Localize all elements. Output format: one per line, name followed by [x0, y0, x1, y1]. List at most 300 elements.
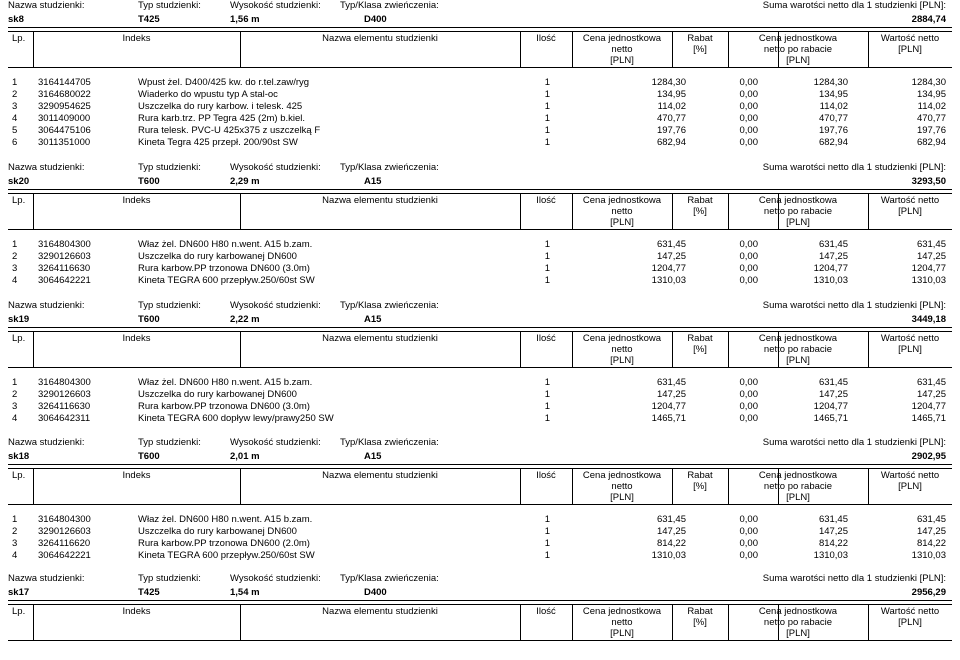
cell-net: 1284,30: [813, 77, 848, 88]
table-row: [8, 89, 952, 101]
cell-name: Kineta Tegra 425 przepł. 200/90st SW: [138, 137, 298, 148]
divider: [8, 229, 952, 230]
cell-unit: 1465,71: [651, 413, 686, 424]
cell-lp: 4: [12, 113, 18, 124]
cell-lp: 4: [12, 550, 18, 561]
cell-val: 814,22: [916, 538, 946, 549]
column-header-net_price: [728, 470, 868, 503]
table-row: [8, 251, 952, 263]
divider: [8, 640, 952, 641]
well-class: D400: [364, 14, 387, 25]
cell-val: 1310,03: [911, 550, 946, 561]
column-header-line: Nazwa elementu studzienki: [322, 195, 438, 206]
cell-index: 3264116620: [38, 538, 91, 549]
column-header-line: Cena jednostkowa: [758, 195, 838, 206]
column-header-line: netto: [611, 44, 633, 55]
cell-val: 147,25: [916, 251, 946, 262]
cell-disc: 0,00: [739, 550, 758, 561]
cell-net: 1204,77: [813, 401, 848, 412]
column-header-line: [PLN]: [610, 217, 634, 228]
column-header-line: Indeks: [122, 606, 151, 617]
column-header-value: [868, 606, 952, 628]
cell-net: 114,02: [819, 101, 848, 112]
cell-lp: 3: [12, 101, 18, 112]
label-class: Typ/Klasa zwieńczenia:: [340, 300, 439, 311]
label-class: Typ/Klasa zwieńczenia:: [340, 162, 439, 173]
column-header-line: [PLN]: [610, 628, 634, 639]
cell-qty: 1: [544, 377, 550, 388]
column-header-line: [PLN]: [898, 617, 922, 628]
cell-index: 3164804300: [38, 514, 91, 525]
column-header-line: [PLN]: [786, 55, 810, 66]
column-header-line: Cena jednostkowa: [758, 333, 838, 344]
well-name: sk18: [8, 451, 30, 462]
column-header-line: Nazwa elementu studzienki: [322, 606, 438, 617]
cell-qty: 1: [544, 275, 550, 286]
cell-disc: 0,00: [739, 239, 758, 250]
label-sum: Suma warotści netto dla 1 studzienki [PLN]:: [762, 573, 946, 584]
column-header-line: netto po rabacie: [763, 44, 833, 55]
well-sum: 3293,50: [911, 176, 946, 187]
cell-lp: 4: [12, 413, 18, 424]
well-type: T600: [138, 314, 160, 325]
cell-net: 631,45: [818, 239, 848, 250]
cell-disc: 0,00: [739, 401, 758, 412]
column-header-line: netto po rabacie: [763, 206, 833, 217]
well-name: sk17: [8, 587, 30, 598]
table-row: [8, 550, 952, 562]
column-header-line: [%]: [693, 44, 707, 55]
cell-net: 631,45: [818, 377, 848, 388]
cell-qty: 1: [544, 526, 550, 537]
cell-index: 3064642311: [38, 413, 91, 424]
cell-index: 3164804300: [38, 377, 91, 388]
cell-disc: 0,00: [739, 413, 758, 424]
table-header: [8, 193, 952, 229]
cell-name: Kineta TEGRA 600 przepływ.250/60st SW: [138, 275, 315, 286]
divider: [8, 367, 952, 368]
divider: [8, 27, 952, 28]
label-class: Typ/Klasa zwieńczenia:: [340, 437, 439, 448]
cell-unit: 682,94: [656, 137, 686, 148]
column-header-value: [868, 33, 952, 55]
table-row: [8, 137, 952, 149]
column-header-line: Lp.: [12, 33, 26, 44]
cell-val: 1465,71: [911, 413, 946, 424]
divider: [8, 464, 952, 465]
well-section: [8, 162, 952, 322]
cell-disc: 0,00: [739, 137, 758, 148]
column-header-discount: [672, 195, 728, 217]
cell-unit: 631,45: [656, 514, 686, 525]
cell-unit: 631,45: [656, 377, 686, 388]
cell-qty: 1: [544, 113, 550, 124]
table-body: [8, 514, 952, 562]
cell-name: Wpust żel. D400/425 kw. do r.tel.zaw/ryg: [138, 77, 310, 88]
column-header-net_price: [728, 195, 868, 228]
cell-lp: 6: [12, 137, 18, 148]
column-header-line: Nazwa elementu studzienki: [322, 470, 438, 481]
cell-index: 3064475106: [38, 125, 91, 136]
cell-net: 197,76: [818, 125, 848, 136]
table-row: [8, 401, 952, 413]
column-header-line: Indeks: [122, 333, 151, 344]
cell-name: Właz żel. DN600 H80 n.went. A15 b.zam.: [138, 377, 313, 388]
well-height: 2,22 m: [230, 314, 260, 325]
column-header-line: [PLN]: [786, 217, 810, 228]
label-class: Typ/Klasa zwieńczenia:: [340, 0, 439, 11]
cell-net: 1204,77: [813, 263, 848, 274]
column-header-line: [PLN]: [786, 628, 810, 639]
column-header-line: netto: [611, 344, 633, 355]
cell-lp: 1: [12, 514, 18, 525]
cell-unit: 1204,77: [651, 263, 686, 274]
cell-net: 147,25: [818, 251, 848, 262]
table-row: [8, 77, 952, 89]
well-type: T425: [138, 587, 160, 598]
cell-disc: 0,00: [739, 514, 758, 525]
well-height: 1,56 m: [230, 14, 260, 25]
cell-net: 814,22: [818, 538, 848, 549]
cell-qty: 1: [544, 239, 550, 250]
cell-net: 631,45: [818, 514, 848, 525]
column-header-name: [240, 33, 520, 44]
cell-disc: 0,00: [739, 526, 758, 537]
cell-name: Rura telesk. PVC-U 425x375 z uszczelką F: [138, 125, 321, 136]
table-row: [8, 377, 952, 389]
column-header-line: [PLN]: [786, 492, 810, 503]
cell-lp: 2: [12, 526, 18, 537]
column-header-line: [PLN]: [786, 355, 810, 366]
well-sum: 2956,29: [911, 587, 946, 598]
column-header-line: Lp.: [12, 333, 26, 344]
column-header-line: Cena jednostkowa: [758, 470, 838, 481]
cell-index: 3290126603: [38, 251, 91, 262]
cell-qty: 1: [544, 401, 550, 412]
column-header-line: Cena jednostkowa: [582, 33, 662, 44]
cell-val: 1204,77: [911, 263, 946, 274]
cell-name: Uszczelka do rury karbowanej DN600: [138, 389, 297, 400]
cell-name: Rura karbow.PP trzonowa DN600 (3.0m): [138, 263, 310, 274]
cell-name: Rura karb.trz. PP Tegra 425 (2m) b.kiel.: [138, 113, 306, 124]
column-header-line: [%]: [693, 344, 707, 355]
well-height: 2,01 m: [230, 451, 260, 462]
column-header-line: Lp.: [12, 606, 26, 617]
well-sum: 3449,18: [911, 314, 946, 325]
column-header-line: Rabat: [687, 195, 713, 206]
cell-name: Uszczelka do rury karbowanej DN600: [138, 251, 297, 262]
cell-unit: 631,45: [656, 239, 686, 250]
column-header-net_price: [728, 606, 868, 639]
label-height: Wysokość studzienki:: [230, 573, 321, 584]
column-header-line: netto: [611, 206, 633, 217]
cell-disc: 0,00: [739, 89, 758, 100]
column-header-index: [33, 33, 240, 44]
table-body: [8, 377, 952, 425]
column-header-discount: [672, 33, 728, 55]
column-header-discount: [672, 606, 728, 628]
column-header-line: Cena jednostkowa: [582, 195, 662, 206]
column-header-line: Indeks: [122, 195, 151, 206]
column-header-line: Lp.: [12, 470, 26, 481]
column-header-index: [33, 195, 240, 206]
cell-index: 3164680022: [38, 89, 91, 100]
table-row: [8, 275, 952, 287]
table-header: [8, 468, 952, 504]
column-header-unit_price: [572, 606, 672, 639]
label-sum: Suma warotści netto dla 1 studzienki [PLN]:: [762, 0, 946, 11]
label-name: Nazwa studzienki:: [8, 437, 85, 448]
label-type: Typ studzienki:: [138, 573, 201, 584]
cell-lp: 3: [12, 401, 18, 412]
cell-qty: 1: [544, 125, 550, 136]
table-body: [8, 77, 952, 149]
cell-net: 682,94: [818, 137, 848, 148]
well-sum: 2902,95: [911, 451, 946, 462]
table-header: [8, 31, 952, 67]
divider: [8, 189, 952, 190]
column-header-value: [868, 333, 952, 355]
cell-net: 1465,71: [813, 413, 848, 424]
table-row: [8, 514, 952, 526]
column-header-line: Ilość: [536, 606, 556, 617]
cell-lp: 4: [12, 275, 18, 286]
cell-disc: 0,00: [739, 101, 758, 112]
column-header-qty: [520, 33, 572, 44]
cell-qty: 1: [544, 77, 550, 88]
label-name: Nazwa studzienki:: [8, 300, 85, 311]
cell-lp: 1: [12, 239, 18, 250]
cell-qty: 1: [544, 389, 550, 400]
cell-name: Uszczelka do rury karbowanej DN600: [138, 526, 297, 537]
cell-name: Rura karbow.PP trzonowa DN600 (3.0m): [138, 401, 310, 412]
column-header-line: Cena jednostkowa: [582, 606, 662, 617]
cell-disc: 0,00: [739, 275, 758, 286]
column-header-qty: [520, 333, 572, 344]
well-class: D400: [364, 587, 387, 598]
table-row: [8, 101, 952, 113]
column-header-line: Cena jednostkowa: [758, 33, 838, 44]
cell-index: 3264116630: [38, 263, 91, 274]
cell-index: 3290954625: [38, 101, 91, 112]
cell-val: 1310,03: [911, 275, 946, 286]
label-type: Typ studzienki:: [138, 162, 201, 173]
cell-val: 147,25: [916, 526, 946, 537]
column-header-discount: [672, 333, 728, 355]
cell-net: 470,77: [818, 113, 848, 124]
column-header-unit_price: [572, 195, 672, 228]
divider: [8, 600, 952, 601]
cell-lp: 2: [12, 89, 18, 100]
cell-net: 147,25: [818, 526, 848, 537]
divider: [8, 327, 952, 328]
cell-unit: 147,25: [656, 251, 686, 262]
cell-lp: 3: [12, 538, 18, 549]
cell-val: 682,94: [916, 137, 946, 148]
column-header-line: Wartość netto: [880, 33, 940, 44]
cell-index: 3164804300: [38, 239, 91, 250]
cell-net: 147,25: [818, 389, 848, 400]
column-header-line: Cena jednostkowa: [582, 333, 662, 344]
label-height: Wysokość studzienki:: [230, 162, 321, 173]
cell-unit: 134,95: [656, 89, 686, 100]
cell-net: 1310,03: [813, 275, 848, 286]
label-type: Typ studzienki:: [138, 300, 201, 311]
well-type: T600: [138, 176, 160, 187]
cell-val: 197,76: [916, 125, 946, 136]
table-header: [8, 331, 952, 367]
table-row: [8, 389, 952, 401]
column-header-name: [240, 470, 520, 481]
column-header-line: Nazwa elementu studzienki: [322, 333, 438, 344]
column-header-line: Cena jednostkowa: [582, 470, 662, 481]
well-section: [8, 300, 952, 460]
label-name: Nazwa studzienki:: [8, 573, 85, 584]
table-row: [8, 413, 952, 425]
label-height: Wysokość studzienki:: [230, 437, 321, 448]
cell-disc: 0,00: [739, 389, 758, 400]
column-header-line: Cena jednostkowa: [758, 606, 838, 617]
column-header-line: Wartość netto: [880, 606, 940, 617]
table-row: [8, 538, 952, 550]
cell-val: 631,45: [916, 514, 946, 525]
column-header-line: Ilość: [536, 33, 556, 44]
column-header-line: netto po rabacie: [763, 617, 833, 628]
column-header-line: Indeks: [122, 33, 151, 44]
cell-val: 631,45: [916, 239, 946, 250]
well-sum: 2884,74: [911, 14, 946, 25]
cell-disc: 0,00: [739, 113, 758, 124]
label-type: Typ studzienki:: [138, 437, 201, 448]
cell-qty: 1: [544, 550, 550, 561]
well-class: A15: [364, 176, 382, 187]
column-header-line: [PLN]: [610, 355, 634, 366]
well-class: A15: [364, 451, 382, 462]
table-row: [8, 125, 952, 137]
cell-unit: 1284,30: [651, 77, 686, 88]
column-header-qty: [520, 470, 572, 481]
cell-val: 1284,30: [911, 77, 946, 88]
cell-lp: 1: [12, 77, 18, 88]
cell-disc: 0,00: [739, 263, 758, 274]
label-class: Typ/Klasa zwieńczenia:: [340, 573, 439, 584]
label-sum: Suma warotści netto dla 1 studzienki [PLN]:: [762, 300, 946, 311]
table-body: [8, 239, 952, 287]
label-name: Nazwa studzienki:: [8, 0, 85, 11]
cell-unit: 147,25: [656, 526, 686, 537]
column-header-line: Ilość: [536, 195, 556, 206]
cell-unit: 1204,77: [651, 401, 686, 412]
column-header-name: [240, 195, 520, 206]
label-height: Wysokość studzienki:: [230, 0, 321, 11]
column-header-line: Rabat: [687, 470, 713, 481]
column-header-line: Rabat: [687, 606, 713, 617]
table-row: [8, 526, 952, 538]
cell-unit: 114,02: [657, 101, 686, 112]
column-header-line: [%]: [693, 617, 707, 628]
cell-val: 631,45: [916, 377, 946, 388]
well-class: A15: [364, 314, 382, 325]
cell-index: 3264116630: [38, 401, 91, 412]
cell-index: 3011351000: [38, 137, 91, 148]
column-header-line: Ilość: [536, 333, 556, 344]
cell-name: Właz żel. DN600 H80 n.went. A15 b.zam.: [138, 239, 313, 250]
table-row: [8, 113, 952, 125]
cell-name: Właz żel. DN600 H80 n.went. A15 b.zam.: [138, 514, 313, 525]
well-type: T600: [138, 451, 160, 462]
column-header-line: Lp.: [12, 195, 26, 206]
well-name: sk8: [8, 14, 24, 25]
column-header-qty: [520, 195, 572, 206]
cell-disc: 0,00: [739, 251, 758, 262]
column-header-line: [PLN]: [610, 55, 634, 66]
cell-index: 3011409000: [38, 113, 91, 124]
label-name: Nazwa studzienki:: [8, 162, 85, 173]
table-row: [8, 263, 952, 275]
cell-val: 114,02: [917, 101, 946, 112]
column-header-net_price: [728, 33, 868, 66]
label-sum: Suma warotści netto dla 1 studzienki [PLN]:: [762, 162, 946, 173]
cell-lp: 1: [12, 377, 18, 388]
cell-name: Wiaderko do wpustu typ A stal-oc: [138, 89, 278, 100]
label-type: Typ studzienki:: [138, 0, 201, 11]
well-name: sk20: [8, 176, 30, 187]
cell-qty: 1: [544, 538, 550, 549]
cell-disc: 0,00: [739, 77, 758, 88]
column-header-line: [PLN]: [898, 481, 922, 492]
column-header-line: Rabat: [687, 333, 713, 344]
cell-index: 3164144705: [38, 77, 91, 88]
label-sum: Suma warotści netto dla 1 studzienki [PLN]:: [762, 437, 946, 448]
cell-disc: 0,00: [739, 377, 758, 388]
column-header-line: netto: [611, 481, 633, 492]
well-name: sk19: [8, 314, 30, 325]
divider: [8, 67, 952, 68]
well-height: 1,54 m: [230, 587, 260, 598]
column-header-line: Wartość netto: [880, 333, 940, 344]
column-header-line: netto: [611, 617, 633, 628]
column-header-line: [PLN]: [898, 344, 922, 355]
cell-lp: 2: [12, 251, 18, 262]
column-header-line: [PLN]: [898, 44, 922, 55]
cell-val: 470,77: [916, 113, 946, 124]
cell-unit: 147,25: [656, 389, 686, 400]
cell-lp: 3: [12, 263, 18, 274]
cell-name: Rura karbow.PP trzonowa DN600 (2.0m): [138, 538, 310, 549]
cell-qty: 1: [544, 263, 550, 274]
cell-qty: 1: [544, 89, 550, 100]
column-header-line: Wartość netto: [880, 470, 940, 481]
column-header-line: netto po rabacie: [763, 481, 833, 492]
cell-unit: 1310,03: [651, 275, 686, 286]
column-header-index: [33, 606, 240, 617]
cell-qty: 1: [544, 413, 550, 424]
column-header-line: Ilość: [536, 470, 556, 481]
table-row: [8, 239, 952, 251]
cell-qty: 1: [544, 251, 550, 262]
cell-name: Uszczelka do rury karbow. i telesk. 425: [138, 101, 303, 112]
column-header-index: [33, 333, 240, 344]
cell-val: 134,95: [916, 89, 946, 100]
column-header-line: [%]: [693, 481, 707, 492]
cell-val: 1204,77: [911, 401, 946, 412]
cell-disc: 0,00: [739, 125, 758, 136]
column-header-name: [240, 333, 520, 344]
column-header-net_price: [728, 333, 868, 366]
well-height: 2,29 m: [230, 176, 260, 187]
cell-unit: 197,76: [656, 125, 686, 136]
cell-net: 1310,03: [813, 550, 848, 561]
